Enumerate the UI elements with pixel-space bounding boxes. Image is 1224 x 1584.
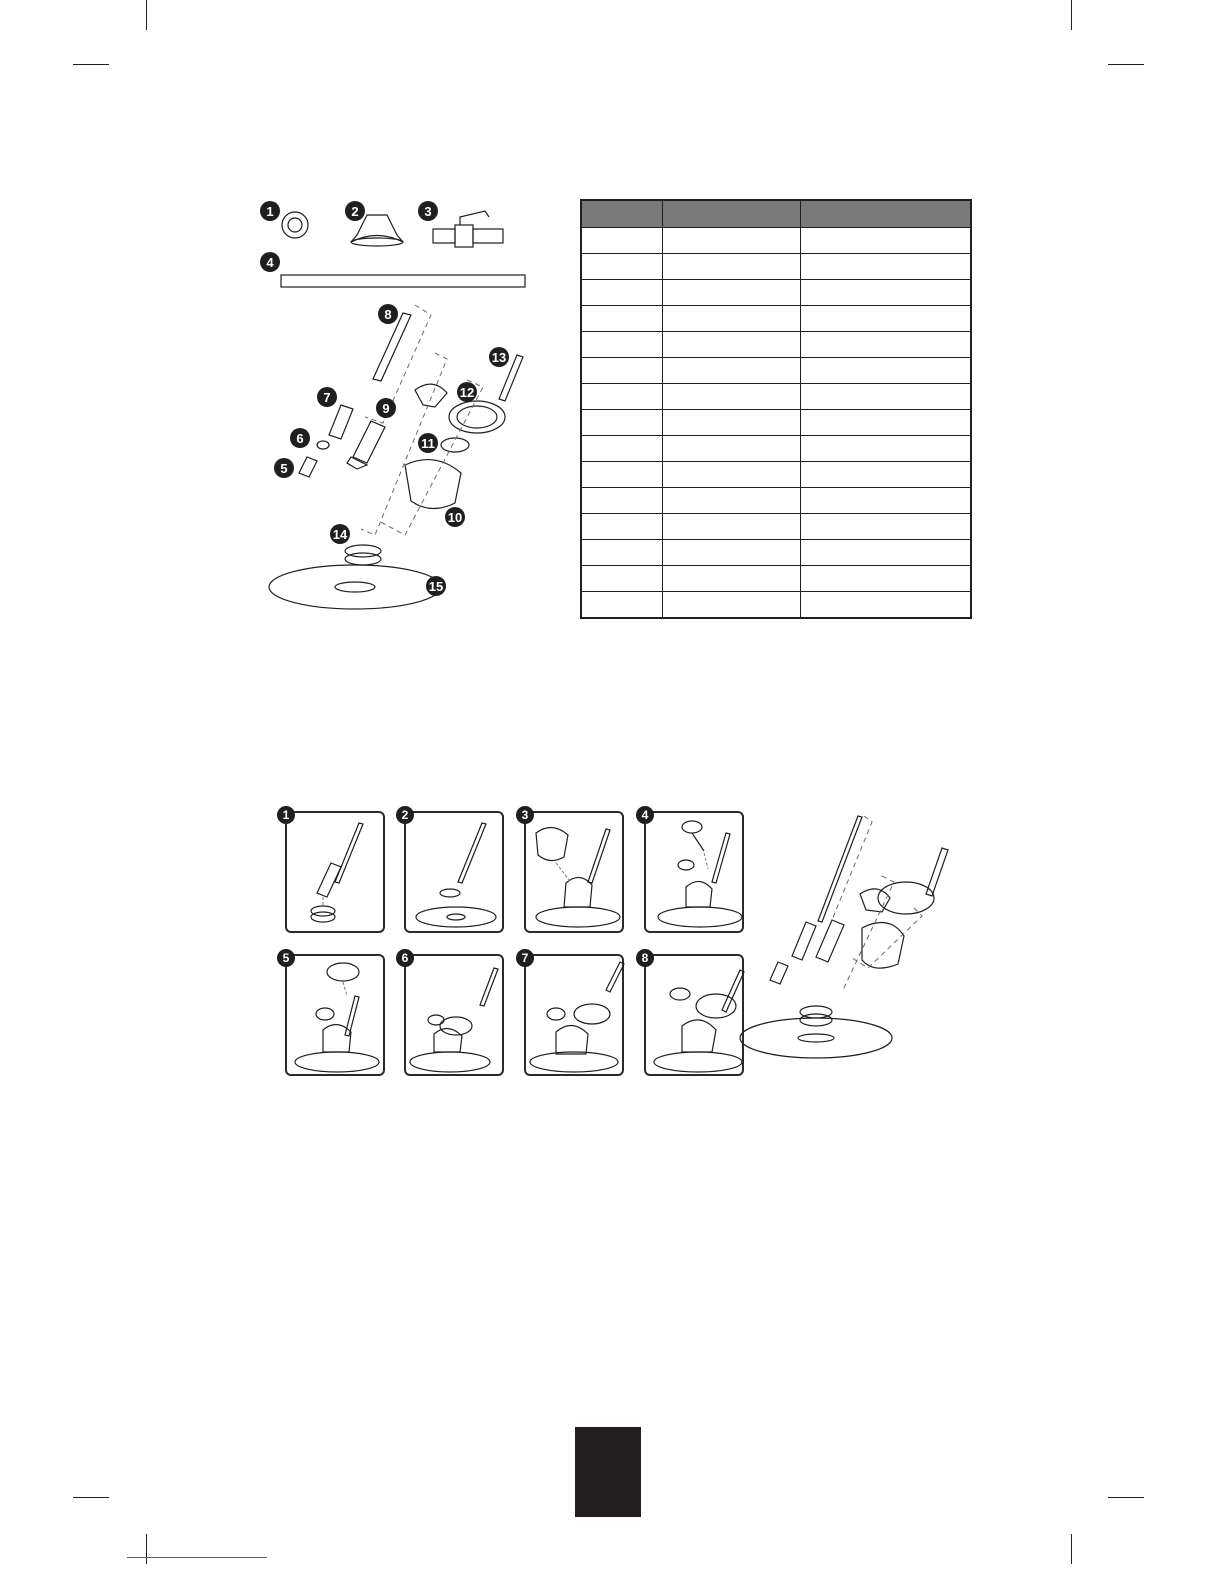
table-row [581, 514, 971, 540]
crop-mark-bottom-right-h [1108, 1497, 1144, 1498]
table-header-row [581, 200, 971, 228]
table-cell [663, 592, 801, 619]
step-panel-4 [644, 811, 744, 933]
table-row [581, 488, 971, 514]
step-number-6: 6 [396, 949, 414, 967]
table-row [581, 410, 971, 436]
table-row [581, 228, 971, 254]
table-cell [801, 254, 972, 280]
parts-list-table [580, 199, 972, 619]
table-cell [801, 332, 972, 358]
callout-10: 10 [445, 507, 465, 527]
table-cell [663, 228, 801, 254]
callout-1: 1 [260, 201, 280, 221]
table-cell [801, 228, 972, 254]
table-cell [801, 488, 972, 514]
table-cell [801, 410, 972, 436]
step-8-illustration [646, 956, 746, 1078]
callout-5: 5 [274, 458, 294, 478]
step-panel-5 [285, 954, 385, 1076]
step-5-illustration [287, 956, 387, 1078]
table-cell [581, 488, 663, 514]
table-row [581, 280, 971, 306]
callout-3: 3 [418, 201, 438, 221]
step-panel-3 [524, 811, 624, 933]
table-row [581, 462, 971, 488]
step-2-illustration [406, 813, 506, 935]
step-number-1: 1 [277, 806, 295, 824]
table-cell [801, 540, 972, 566]
table-cell [581, 332, 663, 358]
table-row [581, 540, 971, 566]
callout-12: 12 [457, 382, 477, 402]
table-cell [663, 306, 801, 332]
hyperlink-underline [127, 1557, 267, 1558]
table-row [581, 592, 971, 619]
crop-mark-top-right-h [1108, 64, 1144, 65]
assembled-exploded-view [772, 812, 952, 1072]
callout-4: 4 [260, 252, 280, 272]
crop-mark-bottom-right [1071, 1534, 1072, 1564]
table-cell [801, 514, 972, 540]
crop-mark-bottom-left [146, 1534, 147, 1564]
table-row [581, 358, 971, 384]
step-6-illustration [406, 956, 506, 1078]
table-cell [801, 462, 972, 488]
table-cell [663, 384, 801, 410]
step-panel-2 [404, 811, 504, 933]
table-cell [581, 566, 663, 592]
step-4-illustration [646, 813, 746, 935]
table-cell [801, 306, 972, 332]
crop-mark-top-right [1071, 0, 1072, 30]
table-cell [663, 566, 801, 592]
step-number-5: 5 [277, 949, 295, 967]
step-number-3: 3 [516, 806, 534, 824]
table-cell [663, 488, 801, 514]
step-panel-6 [404, 954, 504, 1076]
table-cell [581, 358, 663, 384]
table-row [581, 566, 971, 592]
page-number-tab [575, 1427, 641, 1517]
table-header-cell [663, 200, 801, 228]
step-3-illustration [526, 813, 626, 935]
table-cell [581, 280, 663, 306]
step-panel-8 [644, 954, 744, 1076]
callout-11: 11 [418, 433, 438, 453]
table-cell [801, 358, 972, 384]
callout-8: 8 [378, 304, 398, 324]
table-row [581, 254, 971, 280]
callout-9: 9 [376, 398, 396, 418]
table-row [581, 306, 971, 332]
table-row [581, 384, 971, 410]
step-number-2: 2 [396, 806, 414, 824]
callout-2: 2 [345, 201, 365, 221]
table-cell [581, 410, 663, 436]
table-header-cell [801, 200, 972, 228]
table-cell [581, 592, 663, 619]
table-cell [801, 280, 972, 306]
table-cell [581, 540, 663, 566]
step-1-illustration [287, 813, 387, 935]
table-cell [581, 384, 663, 410]
table-cell [581, 436, 663, 462]
table-cell [663, 410, 801, 436]
crop-mark-top-left-h [73, 64, 109, 65]
table-cell [663, 514, 801, 540]
table-cell [663, 462, 801, 488]
table-row [581, 436, 971, 462]
crop-mark-bottom-left-h [73, 1497, 109, 1498]
table-cell [663, 280, 801, 306]
table-cell [581, 462, 663, 488]
table-cell [663, 358, 801, 384]
crop-mark-top-left [146, 0, 147, 30]
callout-13: 13 [489, 347, 509, 367]
table-header-cell [581, 200, 663, 228]
callout-7: 7 [317, 387, 337, 407]
callout-15: 15 [426, 576, 446, 596]
table-cell [581, 514, 663, 540]
step-7-illustration [526, 956, 626, 1078]
table-cell [801, 436, 972, 462]
table-row [581, 332, 971, 358]
table-cell [663, 540, 801, 566]
table-cell [801, 592, 972, 619]
table-cell [663, 332, 801, 358]
callout-6: 6 [290, 428, 310, 448]
step-panel-7 [524, 954, 624, 1076]
step-panel-1 [285, 811, 385, 933]
table-cell [581, 228, 663, 254]
step-number-8: 8 [636, 949, 654, 967]
table-cell [581, 254, 663, 280]
table-cell [581, 306, 663, 332]
callout-14: 14 [330, 524, 350, 544]
table-cell [801, 566, 972, 592]
table-cell [663, 254, 801, 280]
table-cell [663, 436, 801, 462]
step-number-4: 4 [636, 806, 654, 824]
table-cell [801, 384, 972, 410]
parts-illustration [255, 195, 555, 625]
step-number-7: 7 [516, 949, 534, 967]
